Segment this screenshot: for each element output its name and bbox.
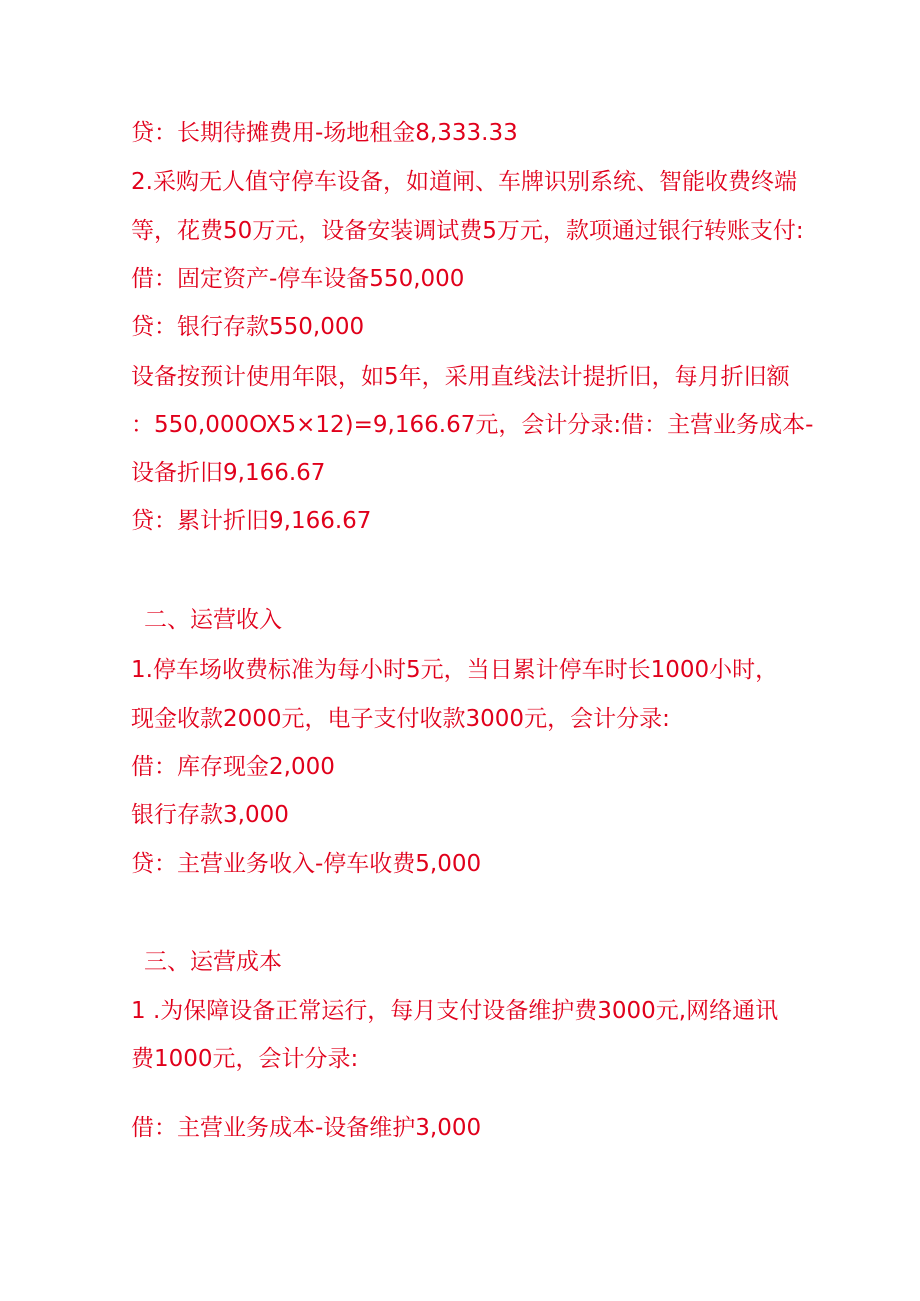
entry-credit-main-business-income: 贷：主营业务收入-停车收费5,000 [131,851,482,877]
item-2-equipment-purchase-line-1: 2.采购无人值守停车设备，如道闸、车牌识别系统、智能收费终端 [131,169,797,195]
section-heading-operating-revenue: 二、运营收入 [144,607,282,633]
depreciation-description-line-1: 设备按预计使用年限，如5年，采用直线法计提折旧，每月折旧额 [131,364,790,390]
entry-credit-accumulated-depreciation: 贷：累计折旧9,166.67 [131,508,372,534]
entry-credit-bank-deposit: 贷：银行存款550,000 [131,314,365,340]
item-1-maintenance-fee-line-2: 费1000元，会计分录: [131,1046,359,1072]
entry-debit-main-business-cost-maintenance: 借：主营业务成本-设备维护3,000 [131,1115,482,1141]
item-1-maintenance-fee-line-1: 1 .为保障设备正常运行，每月支付设备维护费3000元,网络通讯 [131,998,779,1024]
entry-bank-deposit: 银行存款3,000 [131,802,289,828]
depreciation-description-line-3: 设备折旧9,166.67 [131,460,326,486]
entry-credit-long-term-prepaid-rent: 贷：长期待摊费用-场地租金8,333.33 [131,120,518,146]
entry-debit-cash-on-hand: 借：库存现金2,000 [131,754,335,780]
item-1-parking-fee-line-1: 1.停车场收费标准为每小时5元，当日累计停车时长1000小时， [131,657,779,683]
section-heading-operating-cost: 三、运营成本 [144,949,282,975]
entry-debit-fixed-assets: 借：固定资产-停车设备550,000 [131,266,465,292]
item-1-parking-fee-line-2: 现金收款2000元，电子支付收款3000元，会计分录: [131,706,670,732]
item-2-equipment-purchase-line-2: 等，花费50万元，设备安装调试费5万元，款项通过银行转账支付: [131,218,804,244]
depreciation-description-line-2: ：550,000OX5×12)=9,166.67元，会计分录:借：主营业务成本- [131,412,814,438]
